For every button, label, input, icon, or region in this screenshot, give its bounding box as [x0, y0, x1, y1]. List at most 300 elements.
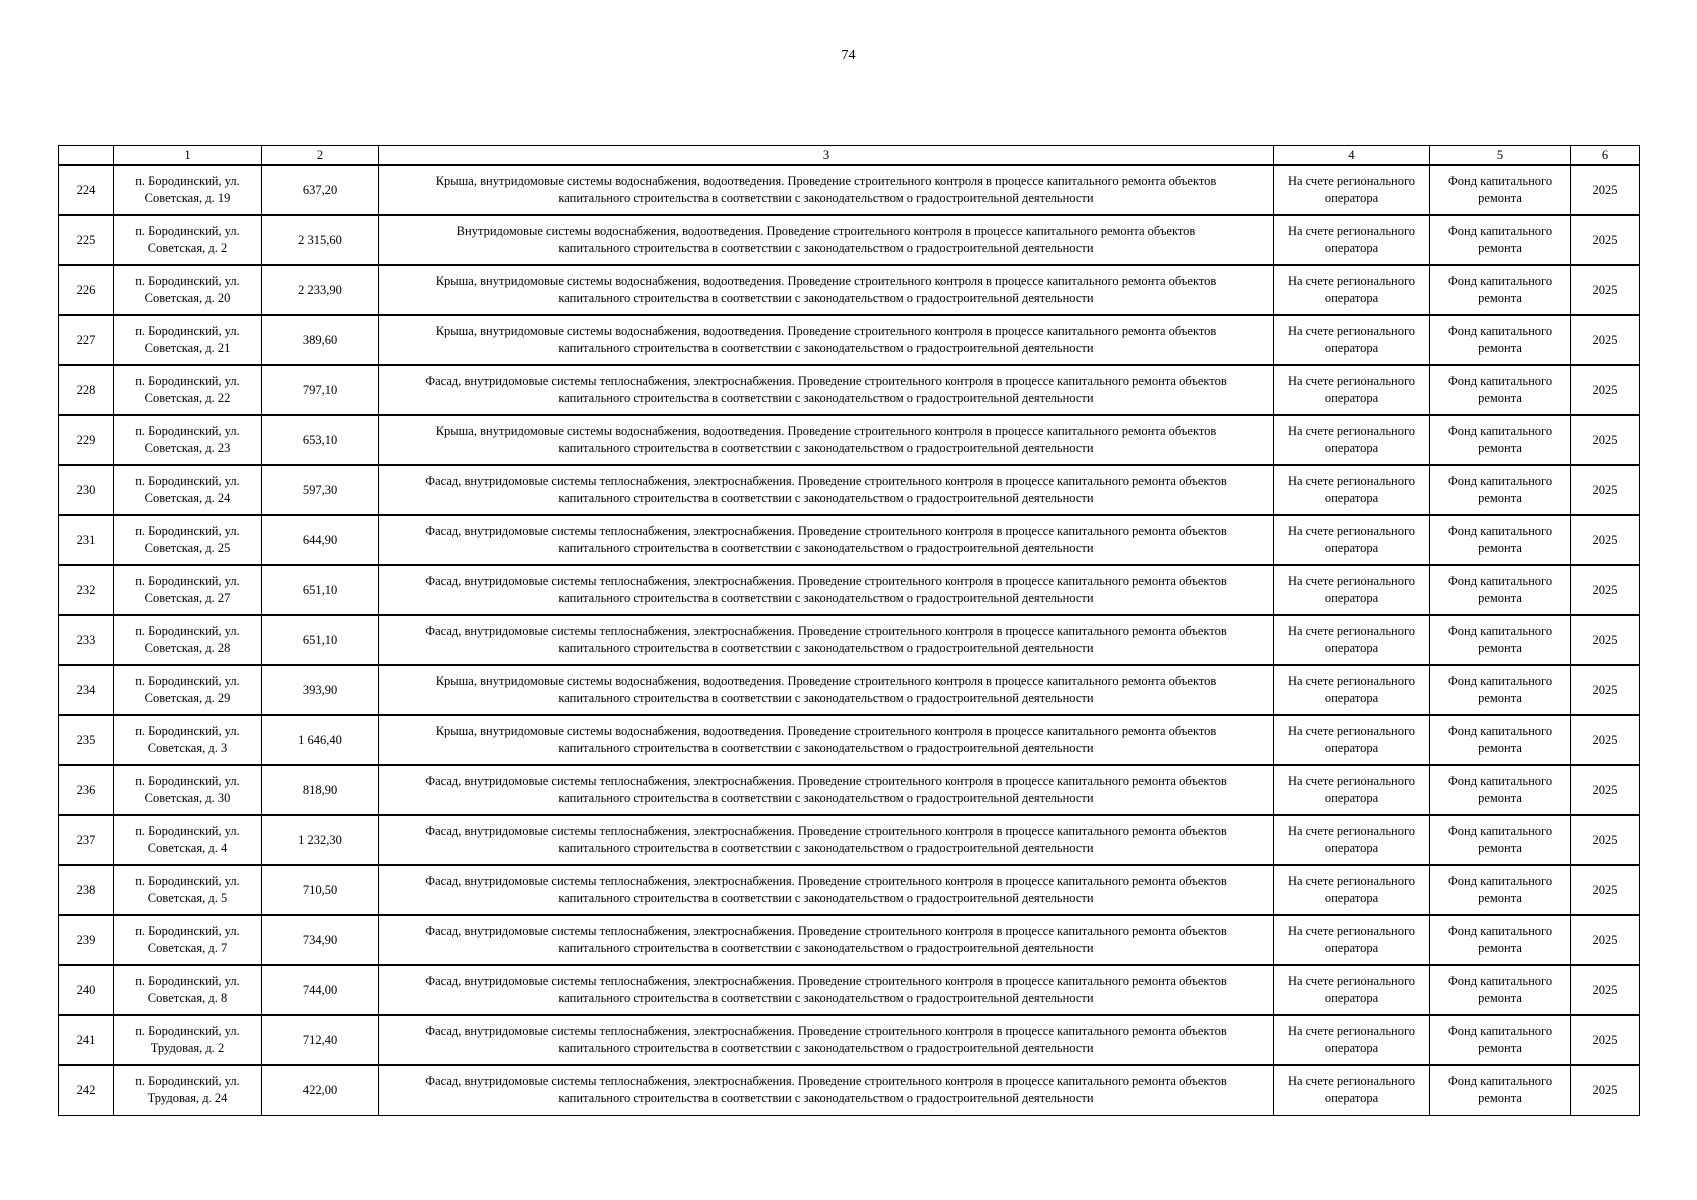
address-cell-text: п. Бородинский, ул. [135, 174, 240, 188]
account-cell [1274, 215, 1430, 265]
works-cell-text: капитального строительства в соответствии с законодательством о градостроительной деятельности [558, 491, 1094, 505]
address-cell-text: Советская, д. 7 [147, 941, 228, 955]
row-number [59, 765, 114, 815]
source-cell [1430, 1015, 1571, 1065]
address-cell-text: Советская, д. 25 [144, 541, 231, 555]
account-cell-text: оператора [1324, 191, 1379, 205]
source-cell-text: Фонд капитального [1447, 674, 1553, 688]
works-cell-text: капитального строительства в соответствии с законодательством о градостроительной деятельности [558, 641, 1094, 655]
address-cell [114, 315, 262, 365]
account-cell [1274, 565, 1430, 615]
row-number [59, 165, 114, 215]
works-cell [379, 415, 1274, 465]
account-cell-text: оператора [1324, 1041, 1379, 1055]
account-cell-text: На счете регионального [1287, 1074, 1416, 1089]
year-cell-text: 2025 [1592, 282, 1618, 297]
row-number-text: 237 [76, 832, 96, 847]
account-cell-text: оператора [1324, 1091, 1379, 1106]
source-cell-text: Фонд капитального [1447, 474, 1553, 488]
account-cell-text: оператора [1324, 741, 1379, 755]
source-cell [1430, 915, 1571, 965]
source-cell [1430, 315, 1571, 365]
works-cell [379, 365, 1274, 415]
year-cell-text: 2025 [1592, 532, 1618, 547]
works-cell-text: Фасад, внутридомовые системы теплоснабжения, электроснабжения. Проведение строительного контроля в процессе капитального ремонта объектов [425, 1024, 1227, 1038]
source-cell-text: ремонта [1478, 491, 1522, 505]
address-cell-text: Советская, д. 21 [144, 341, 231, 355]
cost-cell [262, 565, 379, 615]
table-row [59, 365, 1640, 415]
source-cell [1430, 615, 1571, 665]
address-cell [114, 415, 262, 465]
cost-cell [262, 365, 379, 415]
address-cell-text: п. Бородинский, ул. [135, 1074, 240, 1089]
table-row [59, 1015, 1640, 1065]
cost-cell [262, 465, 379, 515]
source-cell [1430, 415, 1571, 465]
source-cell [1430, 1065, 1571, 1115]
address-cell [114, 365, 262, 415]
cost-cell [262, 1065, 379, 1115]
cost-cell-text: 637,20 [302, 182, 338, 197]
cost-cell-text: 597,30 [302, 482, 338, 497]
source-cell-text: ремонта [1478, 791, 1522, 805]
address-cell [114, 915, 262, 965]
address-cell-text: Советская, д. 20 [144, 291, 231, 305]
account-cell-text: оператора [1324, 591, 1379, 605]
header-cell: 2 [262, 146, 379, 166]
cost-cell-text: 393,90 [302, 682, 338, 697]
address-cell [114, 165, 262, 215]
row-number [59, 415, 114, 465]
works-cell [379, 615, 1274, 665]
works-cell-text: капитального строительства в соответствии с законодательством о градостроительной деятельности [558, 191, 1094, 205]
cost-cell [262, 315, 379, 365]
repair-program-table [58, 145, 1640, 1116]
source-cell-text: ремонта [1478, 641, 1522, 655]
source-cell [1430, 815, 1571, 865]
source-cell-text: ремонта [1478, 391, 1522, 405]
works-cell-text: капитального строительства в соответствии с законодательством о градостроительной деятельности [558, 241, 1094, 255]
cost-cell-text: 389,60 [302, 332, 338, 347]
works-cell-text: капитального строительства в соответствии с законодательством о градостроительной деятельности [558, 591, 1094, 605]
works-cell-text: Фасад, внутридомовые системы теплоснабжения, электроснабжения. Проведение строительного контроля в процессе капитального ремонта объектов [425, 824, 1227, 838]
row-number [59, 565, 114, 615]
year-cell [1571, 915, 1640, 965]
row-number-text: 229 [76, 432, 96, 447]
header-cell: 6 [1571, 146, 1640, 166]
works-cell-text: капитального строительства в соответствии с законодательством о градостроительной деятельности [558, 441, 1094, 455]
year-cell [1571, 815, 1640, 865]
year-cell [1571, 1015, 1640, 1065]
source-cell [1430, 215, 1571, 265]
works-cell [379, 915, 1274, 965]
works-cell-text: капитального строительства в соответствии с законодательством о градостроительной деятельности [558, 1091, 1094, 1106]
source-cell-text: Фонд капитального [1447, 624, 1553, 638]
row-number [59, 515, 114, 565]
table-row [59, 915, 1640, 965]
account-cell-text: На счете регионального [1287, 624, 1416, 638]
row-number-text: 228 [76, 382, 96, 397]
works-cell-text: Фасад, внутридомовые системы теплоснабжения, электроснабжения. Проведение строительного контроля в процессе капитального ремонта объектов [425, 1074, 1227, 1089]
works-cell-text: Фасад, внутридомовые системы теплоснабжения, электроснабжения. Проведение строительного контроля в процессе капитального ремонта объектов [425, 624, 1227, 638]
page-number: 74 [841, 48, 856, 63]
works-cell [379, 765, 1274, 815]
year-cell-text: 2025 [1592, 882, 1618, 897]
works-cell-text: Крыша, внутридомовые системы водоснабжения, водоотведения. Проведение строительного контроля в процессе капитального ремонта объектов [435, 424, 1217, 438]
source-cell-text: Фонд капитального [1447, 874, 1553, 888]
row-number [59, 265, 114, 315]
cost-cell [262, 715, 379, 765]
cost-cell [262, 615, 379, 665]
works-cell-text: Крыша, внутридомовые системы водоснабжения, водоотведения. Проведение строительного контроля в процессе капитального ремонта объектов [435, 724, 1217, 738]
table-row [59, 515, 1640, 565]
column-number-row [59, 146, 1640, 166]
works-cell [379, 215, 1274, 265]
account-cell-text: На счете регионального [1287, 724, 1416, 738]
account-cell-text: На счете регионального [1287, 674, 1416, 688]
cost-cell [262, 265, 379, 315]
source-cell-text: Фонд капитального [1447, 574, 1553, 588]
row-number [59, 215, 114, 265]
year-cell [1571, 1065, 1640, 1115]
address-cell-text: п. Бородинский, ул. [135, 724, 240, 738]
address-cell [114, 765, 262, 815]
works-cell [379, 665, 1274, 715]
account-cell [1274, 265, 1430, 315]
account-cell-text: На счете регионального [1287, 774, 1416, 788]
address-cell [114, 1065, 262, 1115]
source-cell-text: Фонд капитального [1447, 824, 1553, 838]
row-number [59, 315, 114, 365]
cost-cell [262, 215, 379, 265]
address-cell-text: п. Бородинский, ул. [135, 974, 240, 988]
table-row [59, 265, 1640, 315]
row-number-text: 230 [76, 482, 96, 497]
address-cell [114, 865, 262, 915]
year-cell [1571, 715, 1640, 765]
row-number-text: 239 [76, 932, 96, 947]
year-cell-text: 2025 [1592, 232, 1618, 247]
row-number-text: 234 [76, 682, 96, 697]
header-cell: 1 [114, 146, 262, 166]
cost-cell-text: 1 232,30 [298, 832, 342, 847]
works-cell-text: капитального строительства в соответствии с законодательством о градостроительной деятельности [558, 841, 1094, 855]
works-cell-text: капитального строительства в соответствии с законодательством о градостроительной деятельности [558, 941, 1094, 955]
address-cell-text: п. Бородинский, ул. [135, 924, 240, 938]
table-body [59, 165, 1640, 1115]
account-cell-text: оператора [1324, 941, 1379, 955]
source-cell-text: Фонд капитального [1447, 1074, 1553, 1089]
cost-cell-text: 734,90 [302, 932, 338, 947]
address-cell-text: п. Бородинский, ул. [135, 674, 240, 688]
row-number [59, 615, 114, 665]
cost-cell-text: 712,40 [302, 1032, 338, 1047]
account-cell [1274, 1065, 1430, 1115]
table-row [59, 1065, 1640, 1115]
account-cell-text: На счете регионального [1287, 974, 1416, 988]
address-cell [114, 265, 262, 315]
year-cell [1571, 215, 1640, 265]
row-number [59, 715, 114, 765]
cost-cell [262, 815, 379, 865]
source-cell [1430, 365, 1571, 415]
cost-cell [262, 1015, 379, 1065]
account-cell-text: оператора [1324, 391, 1379, 405]
year-cell-text: 2025 [1592, 832, 1618, 847]
account-cell-text: оператора [1324, 241, 1379, 255]
address-cell-text: Трудовая, д. 2 [150, 1041, 225, 1055]
cost-cell-text: 2 233,90 [298, 282, 342, 297]
source-cell-text: ремонта [1478, 191, 1522, 205]
year-cell-text: 2025 [1592, 482, 1618, 497]
year-cell [1571, 515, 1640, 565]
year-cell [1571, 615, 1640, 665]
row-number-text: 238 [76, 882, 96, 897]
works-cell [379, 965, 1274, 1015]
cost-cell-text: 422,00 [302, 1082, 338, 1097]
row-number-text: 233 [76, 632, 96, 647]
source-cell-text: ремонта [1478, 541, 1522, 555]
cost-cell [262, 515, 379, 565]
cost-cell [262, 415, 379, 465]
works-cell-text: Крыша, внутридомовые системы водоснабжения, водоотведения. Проведение строительного контроля в процессе капитального ремонта объектов [435, 274, 1217, 288]
account-cell-text: На счете регионального [1287, 924, 1416, 938]
account-cell [1274, 715, 1430, 765]
row-number-text: 235 [76, 732, 96, 747]
cost-cell-text: 818,90 [302, 782, 338, 797]
account-cell-text: оператора [1324, 541, 1379, 555]
year-cell-text: 2025 [1592, 382, 1618, 397]
table-row [59, 815, 1640, 865]
year-cell [1571, 665, 1640, 715]
works-cell-text: Фасад, внутридомовые системы теплоснабжения, электроснабжения. Проведение строительного контроля в процессе капитального ремонта объектов [425, 874, 1227, 888]
account-cell [1274, 365, 1430, 415]
year-cell [1571, 265, 1640, 315]
works-cell-text: Крыша, внутридомовые системы водоснабжения, водоотведения. Проведение строительного контроля в процессе капитального ремонта объектов [435, 674, 1217, 688]
source-cell-text: ремонта [1478, 341, 1522, 355]
table-row [59, 165, 1640, 215]
year-cell-text: 2025 [1592, 782, 1618, 797]
row-number-text: 227 [76, 332, 96, 347]
cost-cell-text: 644,90 [302, 532, 338, 547]
row-number-text: 240 [76, 982, 96, 997]
cost-cell-text: 1 646,40 [298, 732, 342, 747]
source-cell-text: ремонта [1478, 1091, 1522, 1106]
year-cell-text: 2025 [1592, 332, 1618, 347]
address-cell-text: п. Бородинский, ул. [135, 1024, 240, 1038]
address-cell-text: Советская, д. 19 [144, 191, 231, 205]
row-number-text: 241 [76, 1032, 96, 1047]
account-cell-text: На счете регионального [1287, 474, 1416, 488]
address-cell [114, 1015, 262, 1065]
address-cell-text: Советская, д. 27 [144, 591, 231, 605]
cost-cell-text: 744,00 [302, 982, 338, 997]
source-cell-text: ремонта [1478, 241, 1522, 255]
source-cell-text: ремонта [1478, 741, 1522, 755]
source-cell-text: ремонта [1478, 591, 1522, 605]
works-cell-text: капитального строительства в соответствии с законодательством о градостроительной деятельности [558, 541, 1094, 555]
table-row [59, 415, 1640, 465]
works-cell-text: Фасад, внутридомовые системы теплоснабжения, электроснабжения. Проведение строительного контроля в процессе капитального ремонта объектов [425, 574, 1227, 588]
year-cell [1571, 315, 1640, 365]
year-cell-text: 2025 [1592, 632, 1618, 647]
account-cell [1274, 815, 1430, 865]
source-cell [1430, 465, 1571, 515]
cost-cell-text: 710,50 [302, 882, 338, 897]
account-cell-text: На счете регионального [1287, 574, 1416, 588]
cost-cell [262, 765, 379, 815]
year-cell [1571, 465, 1640, 515]
cost-cell-text: 651,10 [302, 632, 338, 647]
address-cell-text: п. Бородинский, ул. [135, 274, 240, 288]
account-cell-text: На счете регионального [1287, 224, 1416, 238]
table-row [59, 615, 1640, 665]
works-cell-text: капитального строительства в соответствии с законодательством о градостроительной деятельности [558, 341, 1094, 355]
address-cell-text: п. Бородинский, ул. [135, 624, 240, 638]
account-cell-text: оператора [1324, 491, 1379, 505]
cost-cell-text: 651,10 [302, 582, 338, 597]
header-cell: 4 [1274, 146, 1430, 166]
year-cell-text: 2025 [1592, 182, 1618, 197]
address-cell-text: Советская, д. 29 [144, 691, 231, 705]
account-cell-text: На счете регионального [1287, 524, 1416, 538]
works-cell-text: капитального строительства в соответствии с законодательством о градостроительной деятельности [558, 291, 1094, 305]
works-cell-text: Фасад, внутридомовые системы теплоснабжения, электроснабжения. Проведение строительного контроля в процессе капитального ремонта объектов [425, 474, 1227, 488]
address-cell [114, 515, 262, 565]
account-cell [1274, 315, 1430, 365]
cost-cell [262, 965, 379, 1015]
account-cell-text: На счете регионального [1287, 274, 1416, 288]
account-cell-text: На счете регионального [1287, 324, 1416, 338]
cost-cell-text: 653,10 [302, 432, 338, 447]
account-cell-text: оператора [1324, 791, 1379, 805]
header-cell-blank [59, 146, 114, 166]
table-row [59, 715, 1640, 765]
row-number-text: 232 [76, 582, 96, 597]
header-cell: 5 [1430, 146, 1571, 166]
address-cell [114, 565, 262, 615]
year-cell-text: 2025 [1592, 982, 1618, 997]
address-cell-text: Советская, д. 5 [147, 891, 228, 905]
year-cell-text: 2025 [1592, 1082, 1618, 1097]
source-cell-text: Фонд капитального [1447, 174, 1553, 188]
works-cell [379, 815, 1274, 865]
account-cell-text: На счете регионального [1287, 874, 1416, 888]
year-cell-text: 2025 [1592, 932, 1618, 947]
works-cell-text: Фасад, внутридомовые системы теплоснабжения, электроснабжения. Проведение строительного контроля в процессе капитального ремонта объектов [425, 774, 1227, 788]
cost-cell [262, 665, 379, 715]
table-row [59, 865, 1640, 915]
account-cell-text: оператора [1324, 991, 1379, 1005]
source-cell [1430, 965, 1571, 1015]
source-cell [1430, 265, 1571, 315]
account-cell [1274, 865, 1430, 915]
source-cell-text: ремонта [1478, 691, 1522, 705]
source-cell-text: ремонта [1478, 841, 1522, 855]
source-cell-text: Фонд капитального [1447, 774, 1553, 788]
address-cell-text: Советская, д. 3 [147, 741, 228, 755]
account-cell-text: оператора [1324, 841, 1379, 855]
source-cell-text: Фонд капитального [1447, 724, 1553, 738]
year-cell-text: 2025 [1592, 582, 1618, 597]
row-number-text: 242 [76, 1082, 96, 1097]
source-cell-text: Фонд капитального [1447, 924, 1553, 938]
address-cell-text: п. Бородинский, ул. [135, 774, 240, 788]
address-cell [114, 815, 262, 865]
row-number-text: 236 [76, 782, 96, 797]
address-cell-text: п. Бородинский, ул. [135, 524, 240, 538]
account-cell-text: оператора [1324, 891, 1379, 905]
source-cell-text: Фонд капитального [1447, 374, 1553, 388]
account-cell [1274, 1015, 1430, 1065]
address-cell-text: п. Бородинский, ул. [135, 474, 240, 488]
source-cell-text: ремонта [1478, 441, 1522, 455]
works-cell-text: Фасад, внутридомовые системы теплоснабжения, электроснабжения. Проведение строительного контроля в процессе капитального ремонта объектов [425, 374, 1227, 388]
table-row [59, 665, 1640, 715]
source-cell [1430, 565, 1571, 615]
source-cell [1430, 865, 1571, 915]
address-cell-text: Трудовая, д. 24 [147, 1091, 228, 1106]
account-cell [1274, 615, 1430, 665]
works-cell-text: капитального строительства в соответствии с законодательством о градостроительной деятельности [558, 741, 1094, 755]
address-cell [114, 615, 262, 665]
row-number [59, 965, 114, 1015]
year-cell [1571, 565, 1640, 615]
row-number-text: 231 [76, 532, 96, 547]
year-cell [1571, 415, 1640, 465]
table-row [59, 565, 1640, 615]
works-cell-text: капитального строительства в соответствии с законодательством о градостроительной деятельности [558, 891, 1094, 905]
address-cell [114, 665, 262, 715]
works-cell [379, 465, 1274, 515]
account-cell-text: оператора [1324, 441, 1379, 455]
works-cell-text: капитального строительства в соответствии с законодательством о градостроительной деятельности [558, 391, 1094, 405]
address-cell-text: Советская, д. 28 [144, 641, 231, 655]
source-cell-text: Фонд капитального [1447, 524, 1553, 538]
address-cell-text: п. Бородинский, ул. [135, 574, 240, 588]
source-cell [1430, 665, 1571, 715]
account-cell [1274, 665, 1430, 715]
works-cell-text: капитального строительства в соответствии с законодательством о градостроительной деятельности [558, 691, 1094, 705]
year-cell-text: 2025 [1592, 432, 1618, 447]
row-number [59, 465, 114, 515]
address-cell-text: Советская, д. 30 [144, 791, 231, 805]
account-cell-text: На счете регионального [1287, 174, 1416, 188]
source-cell-text: Фонд капитального [1447, 274, 1553, 288]
works-cell-text: капитального строительства в соответствии с законодательством о градостроительной деятельности [558, 791, 1094, 805]
address-cell-text: Советская, д. 4 [147, 841, 228, 855]
cost-cell-text: 797,10 [302, 382, 338, 397]
source-cell-text: Фонд капитального [1447, 224, 1553, 238]
address-cell-text: п. Бородинский, ул. [135, 874, 240, 888]
works-cell-text: капитального строительства в соответствии с законодательством о градостроительной деятельности [558, 1041, 1094, 1055]
works-cell [379, 565, 1274, 615]
source-cell [1430, 765, 1571, 815]
year-cell-text: 2025 [1592, 732, 1618, 747]
table-row [59, 215, 1640, 265]
row-number-text: 226 [76, 282, 96, 297]
source-cell-text: ремонта [1478, 291, 1522, 305]
address-cell [114, 465, 262, 515]
account-cell-text: оператора [1324, 691, 1379, 705]
works-cell-text: Внутридомовые системы водоснабжения, водоотведения. Проведение строительного контроля в процессе капитального ремонта объектов [456, 224, 1196, 238]
account-cell-text: оператора [1324, 291, 1379, 305]
works-cell [379, 865, 1274, 915]
row-number-text: 225 [76, 232, 96, 247]
account-cell-text: На счете регионального [1287, 374, 1416, 388]
row-number [59, 1065, 114, 1115]
